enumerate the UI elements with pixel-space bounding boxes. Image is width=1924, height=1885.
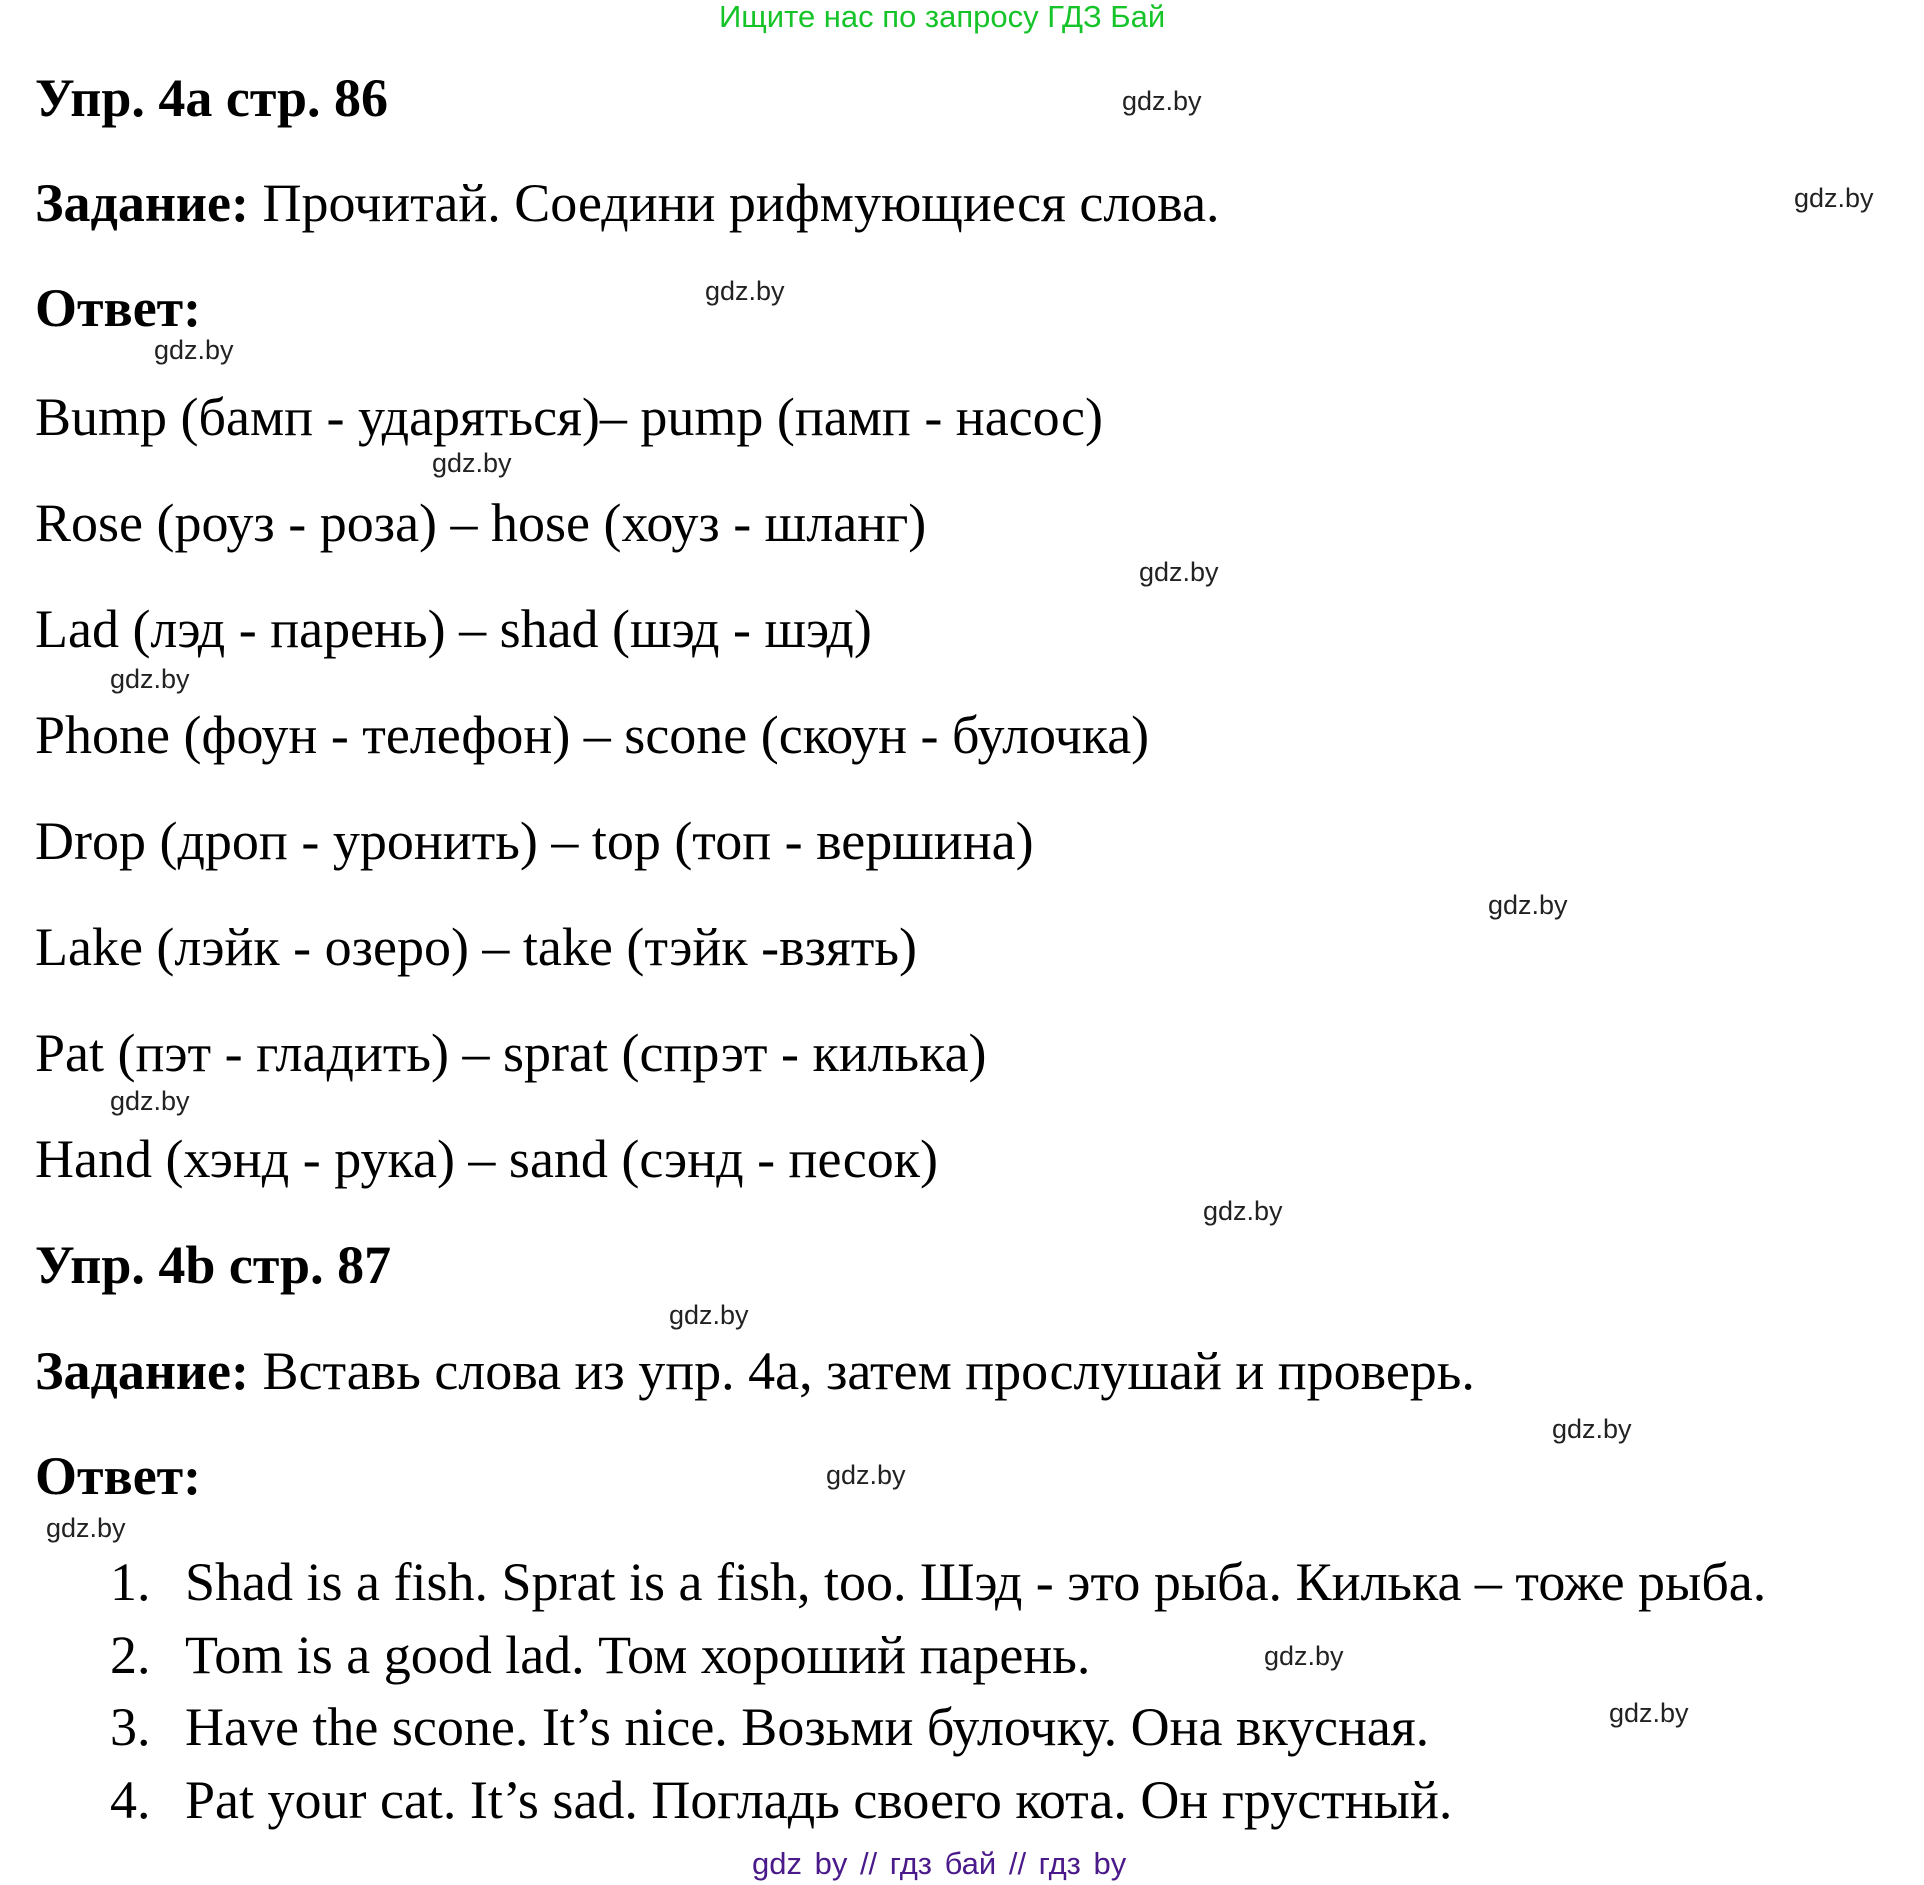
rhyme-pair: Lake (лэйк - озеро) – take (тэйк -взять) (35, 917, 917, 977)
rhyme-pair: Bump (бамп - ударяться)– pump (памп - насос) (35, 387, 1103, 447)
search-banner: Ищите нас по запросу ГДЗ Бай (719, 0, 1166, 34)
watermark: gdz.by (1552, 1414, 1632, 1444)
exercise-4a-title: Упр. 4a стр. 86 (35, 68, 389, 128)
list-text: Have the scone. It’s nice. Возьми булочку. Она вкусная. (185, 1697, 1430, 1757)
rhyme-pair: Pat (пэт - гладить) – sprat (спрэт - килька) (35, 1023, 987, 1083)
watermark: gdz.by (1794, 183, 1874, 213)
exercise-4b-answer-label: Ответ: (35, 1446, 202, 1506)
task-label: Задание: (35, 173, 249, 233)
list-number: 1. (110, 1552, 151, 1612)
watermark: gdz.by (110, 664, 190, 694)
list-item (110, 1770, 1910, 1830)
watermark: gdz.by (1122, 86, 1202, 116)
list-number: 3. (110, 1697, 151, 1757)
watermark: gdz.by (1139, 557, 1219, 587)
watermark: gdz.by (1609, 1698, 1689, 1728)
list-number: 2. (110, 1625, 151, 1685)
exercise-4a-answer-label: Ответ: (35, 278, 202, 338)
watermark: gdz.by (154, 335, 234, 365)
watermark: gdz.by (1264, 1641, 1344, 1671)
rhyme-pair: Lad (лэд - парень) – shad (шэд - шэд) (35, 599, 872, 659)
rhyme-pair: Rose (роуз - роза) – hose (хоуз - шланг) (35, 493, 927, 553)
task-label: Задание: (35, 1341, 249, 1401)
watermark: gdz.by (110, 1086, 190, 1116)
watermark: gdz.by (46, 1513, 126, 1543)
watermark: gdz.by (669, 1300, 749, 1330)
watermark: gdz.by (705, 276, 785, 306)
list-text: Pat your cat. It’s sad. Погладь своего кота. Он грустный. (185, 1770, 1453, 1830)
list-number: 4. (110, 1770, 151, 1830)
list-item (110, 1625, 1910, 1685)
rhyme-pair: Phone (фоун - телефон) – scone (скоун - булочка) (35, 705, 1150, 765)
list-item (110, 1552, 1910, 1612)
watermark: gdz.by (1488, 890, 1568, 920)
rhyme-pair: Hand (хэнд - рука) – sand (сэнд - песок) (35, 1129, 938, 1189)
exercise-4b-task (35, 1341, 1475, 1401)
rhyme-pair: Drop (дроп - уронить) – top (топ - вершина) (35, 811, 1034, 871)
exercise-4a-task (35, 173, 1220, 233)
watermark: gdz.by (432, 448, 512, 478)
list-text: Tom is a good lad. Том хороший парень. (185, 1625, 1091, 1685)
exercise-4b-title: Упр. 4b стр. 87 (35, 1235, 392, 1295)
task-text: Вставь слова из упр. 4а, затем прослушай и проверь. (249, 1341, 1475, 1401)
task-text: Прочитай. Соедини рифмующиеся слова. (249, 173, 1220, 233)
list-text: Shad is a fish. Sprat is a fish, too. Шэд - это рыба. Килька – тоже рыба. (185, 1552, 1767, 1612)
footer-watermark: gdz by // гдз бай // гдз by (752, 1846, 1127, 1881)
watermark: gdz.by (1203, 1196, 1283, 1226)
watermark: gdz.by (826, 1460, 906, 1490)
